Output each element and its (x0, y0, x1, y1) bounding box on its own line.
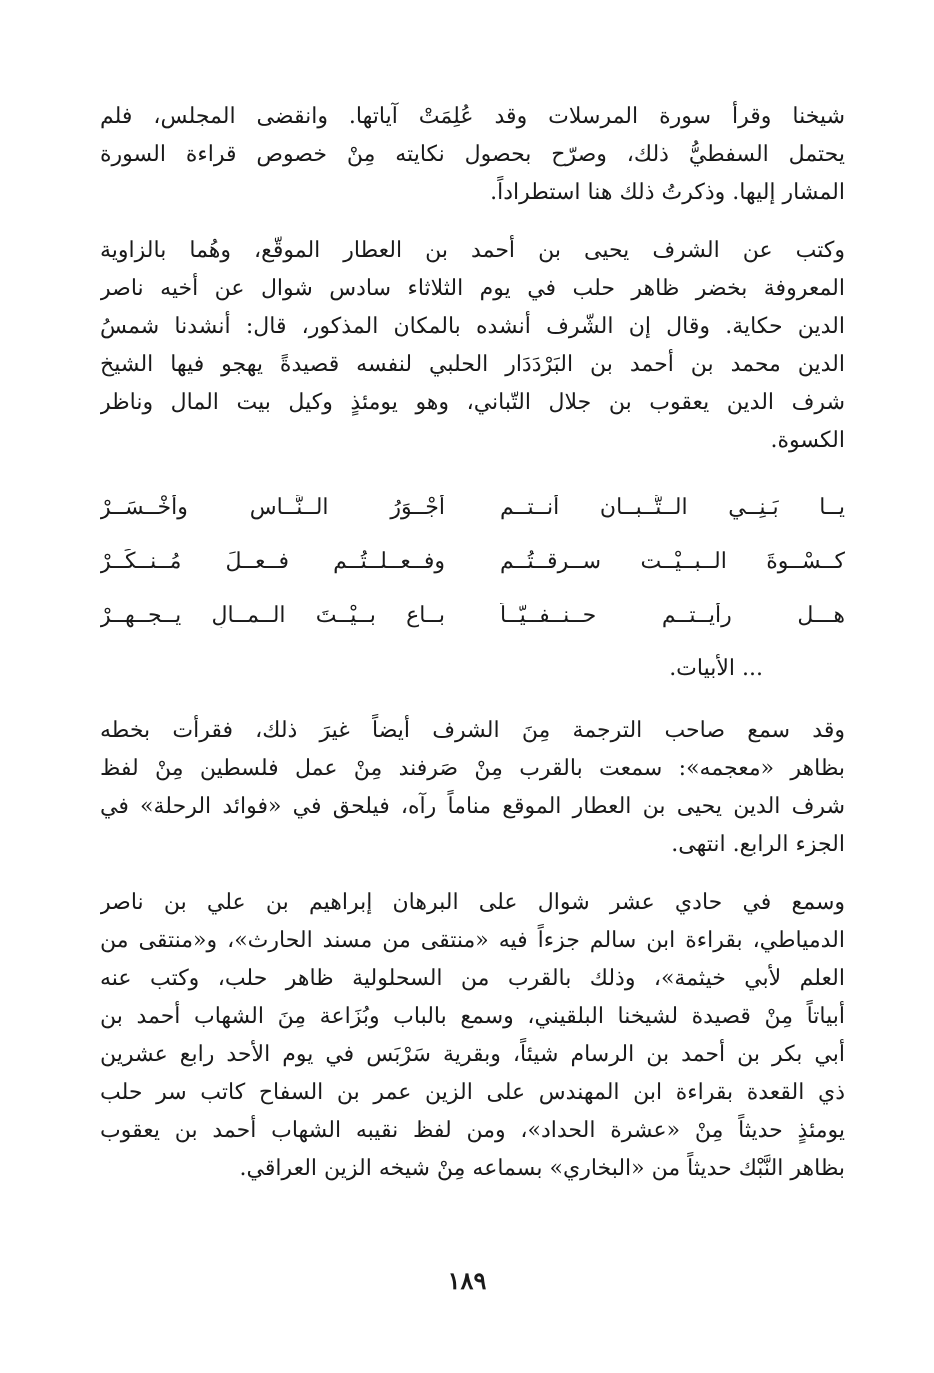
text-line: المعروفة بخضر ظاهر حلب في يوم الثلاثاء سادس شوال عن أخيه ناصر (100, 276, 845, 301)
text-line: ذي القعدة بقراءة ابن المهندس على الزين عمر بن السفاح كاتب سر حلب (100, 1080, 845, 1105)
verse-second-hemistich: أجْــوَرُ الــنَّــاس وأخْــسَــرْ (100, 494, 445, 520)
text-line: الدين حكاية. وقال إن الشّرف أنشده بالمكان المذكور، قال: أنشدنا شمسُ (100, 314, 845, 339)
text-line: أبي بكر بن أحمد بن الرسام شيئاً، وبقرية سَرْبَس في يوم الأحد رابع عشرين (100, 1042, 845, 1067)
text-line: شرف الدين يعقوب بن جلال التّباني، وهو يومئذٍ وكيل بيت المال وناظر (100, 390, 845, 415)
page-number: ١٨٩ (447, 1266, 487, 1295)
text-line: وكتب عن الشرف يحيى بن أحمد بن العطار الموقّع، وهُما بالزاوية (100, 238, 845, 263)
book-page (100, 98, 845, 1208)
text-line: المشار إليها. وذكرتُ ذلك هنا استطراداً. (490, 180, 845, 205)
text-line: بظاهر النَّبْك حديثاً من «البخاري» بسماعه مِنْ شيخه الزين العراقي. (239, 1156, 845, 1181)
poem-ending: ... الأبيات. (669, 656, 763, 681)
text-line: الكسوة. (770, 428, 845, 453)
verse-second-hemistich: وفــعــلــتُــم فــعــلَ مُــنــكَــرْ (100, 548, 445, 574)
verse-first-hemistich: يــا بَـنِــي الــتُّــبــان أنــتــم (500, 494, 845, 520)
verse-first-hemistich: كــسْــوةَ الــبــيْــت ســرقــتُــم (500, 548, 845, 574)
poem (100, 480, 845, 642)
verse-first-hemistich: هـــل رأيــتــم حــنــفــيّــاً (500, 602, 845, 628)
text-line: وقد سمع صاحب الترجمة مِنَ الشرف أيضاً غيرَ ذلك، فقرأت بخطه (100, 718, 845, 743)
paragraph-3 (100, 712, 845, 864)
paragraph-1 (100, 98, 845, 212)
paragraph-2 (100, 232, 845, 460)
poem-verse (100, 534, 845, 588)
text-line: الجزء الرابع. انتهى. (671, 832, 845, 857)
verse-second-hemistich: بــاع بــيْــتَ الــمــالِ يــجــهــرْ (100, 602, 445, 628)
text-line: شيخنا وقرأ سورة المرسلات وقد عُلِمَتْ آياتها. وانقضى المجلس، فلم (100, 104, 845, 129)
text-line: يحتمل السفطيُّ ذلك، وصرّح بحصول نكايته مِنْ خصوص قراءة السورة (100, 142, 845, 167)
text-line: الدمياطي، بقراءة ابن سالم جزءاً فيه «منتقى من مسند الحارث»، و«منتقى من (100, 928, 845, 953)
poem-verse (100, 480, 845, 534)
text-line: يومئذٍ حديثاً مِنْ «عشرة الحداد»، ومن لفظ نقيبه الشهاب أحمد بن يعقوب (100, 1118, 845, 1143)
text-line: شرف الدين يحيى بن العطار الموقع مناماً رآه، فيلحق في «فوائد الرحلة» في (100, 794, 845, 819)
paragraph-4 (100, 884, 845, 1188)
text-line: الدين محمد بن أحمد بن البَرْدَدَار الحلبي لنفسه قصيدةً يهجو فيها الشيخ (100, 352, 845, 377)
text-line: وسمع في حادي عشر شوال على البرهان إبراهيم بن علي بن ناصر (100, 890, 845, 915)
poem-verse (100, 588, 845, 642)
text-line: العلم لأبي خيثمة»، وذلك بالقرب من السحلولية ظاهر حلب، وكتب عنه (100, 966, 845, 991)
text-line: بظاهر «معجمه»: سمعت بالقرب مِنْ صَرفند مِنْ عمل فلسطين مِنْ لفظ (100, 756, 845, 781)
text-line: أبياتاً مِنْ قصيدة لشيخنا البلقيني، وسمع بالباب وبُزَاعة مِنَ الشهاب أحمد بن (100, 1004, 845, 1029)
